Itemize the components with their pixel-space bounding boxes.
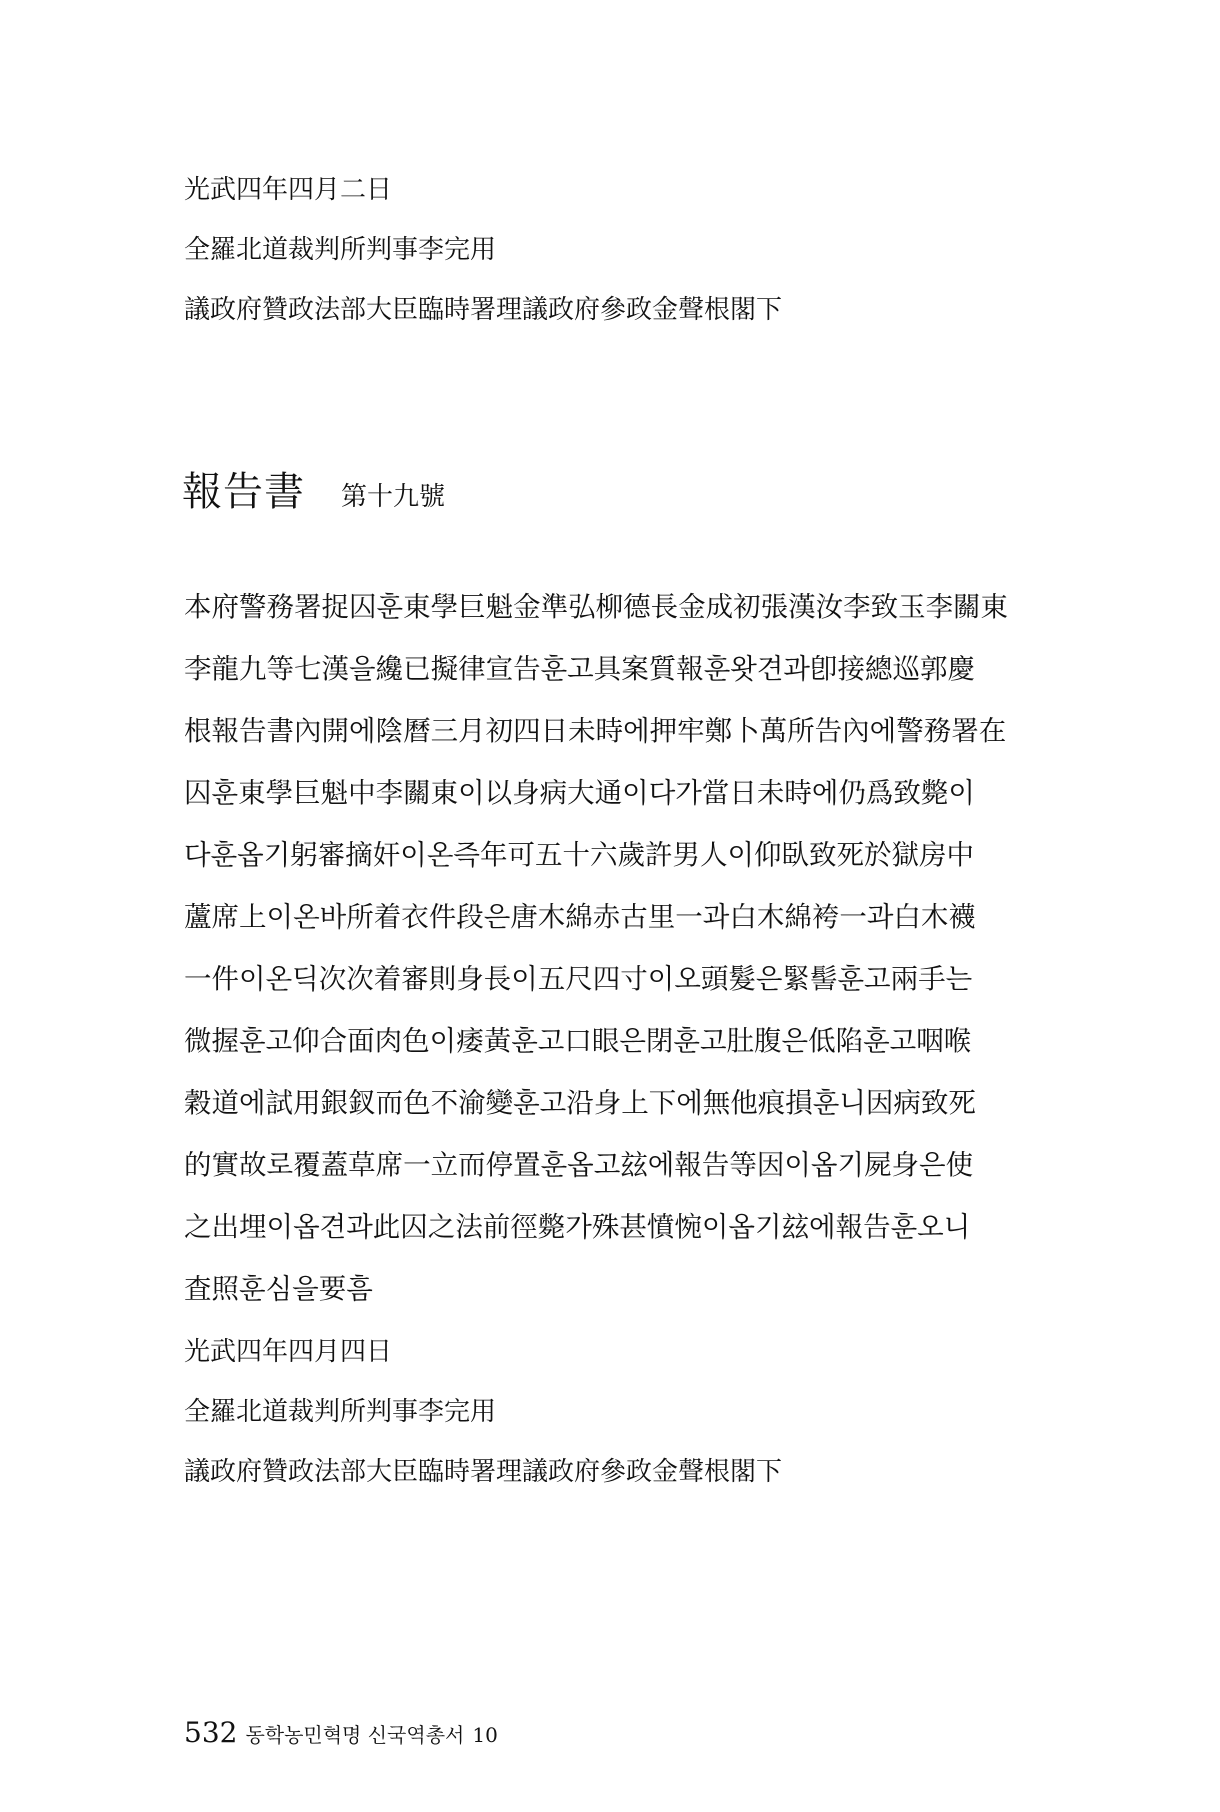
page-number: 532 [184, 1716, 238, 1749]
first-recipient: 議政府贊政法部大臣臨時署理議政府參政金聲根閣下 [184, 295, 783, 325]
report-line: 之出埋이옵견과此囚之法前徑斃가殊甚憤惋이옵기玆에報告훈오니 [184, 1211, 971, 1243]
report-line: 査照훈심을要흠 [184, 1273, 373, 1305]
report-line: 囚훈東學巨魁中李關東이以身病大通이다가當日未時에仍爲致斃이 [184, 777, 975, 809]
first-sender: 全羅北道裁判所判事李完用 [184, 235, 497, 265]
report-line: 다훈옵기躬審摘奸이온즉年可五十六歲許男人이仰臥致死於獄房中 [184, 839, 975, 871]
page-footer [184, 1716, 498, 1752]
report-date: 光武四年四月四日 [184, 1337, 393, 1367]
report-line: 蘆席上이온바所着衣件段은唐木綿赤古里一과白木綿袴一과白木襪 [184, 901, 976, 933]
report-line: 穀道에試用銀釵而色不渝變훈고沿身上下에無他痕損훈니因病致死 [184, 1087, 976, 1119]
report-sender: 全羅北道裁判所判事李完用 [184, 1397, 497, 1427]
book-title: 동학농민혁명 신국역총서 [245, 1723, 465, 1747]
report-line: 根報告書內開에陰曆三月初四日未時에押牢鄭卜萬所告內에警務署在 [184, 715, 1007, 747]
report-line: 微握훈고仰合面肉色이痿黃훈고口眼은閉훈고肚腹은低陷훈고咽喉 [184, 1025, 972, 1057]
first-date: 光武四年四月二日 [184, 175, 393, 205]
report-line: 李龍九等七漢을纔已擬律宣告훈고具案質報훈왓견과卽接總巡郭慶 [184, 653, 975, 685]
report-line: 本府警務署捉囚훈東學巨魁金準弘柳德長金成初張漢汝李致玉李關東 [184, 591, 1009, 623]
report-recipient: 議政府贊政法部大臣臨時署理議政府參政金聲根閣下 [184, 1457, 783, 1487]
report-title: 報告書 [182, 469, 305, 515]
report-number: 第十九號 [341, 482, 446, 512]
report-heading [182, 468, 445, 521]
report-line: 一件이온딕次次着審則身長이五尺四寸이오頭髮은緊髻훈고兩手는 [184, 963, 973, 995]
report-line: 的實故로覆蓋草席一立而停置훈옵고玆에報告等因이옵기屍身은使 [184, 1149, 974, 1181]
volume-number: 10 [472, 1723, 498, 1747]
